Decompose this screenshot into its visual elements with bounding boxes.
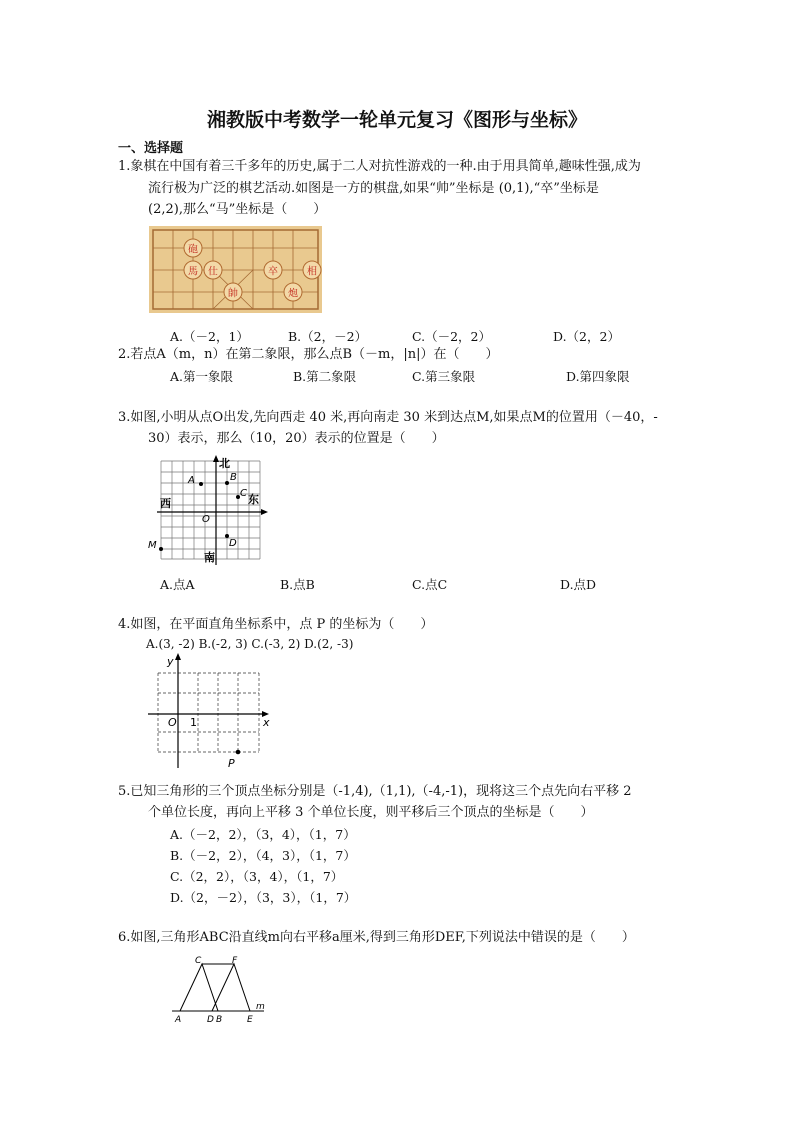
q3-option-a: A.点A <box>160 577 195 592</box>
q3-line-2: 30）表示，那么（10，20）表示的位置是（ ） <box>148 431 445 446</box>
q1-line-3: (2,2),那么“马”坐标是（ ） <box>148 202 327 217</box>
coordinate-plane-figure <box>146 652 276 770</box>
label-m: m <box>256 1002 265 1012</box>
piece-pao-2 <box>284 283 302 301</box>
point-p-label: P <box>228 757 235 770</box>
y-axis-arrow-icon <box>175 653 181 660</box>
triangle-def <box>212 964 250 1011</box>
chess-board-figure <box>149 226 322 313</box>
q2-option-c: C.第三象限 <box>412 369 476 384</box>
section-heading: 一、选择题 <box>118 141 184 156</box>
direction-grid-figure <box>145 455 270 565</box>
west-label: 西 <box>160 497 171 510</box>
label-c: C <box>195 956 202 966</box>
point-c-label: C <box>240 488 247 499</box>
q2-option-a: A.第一象限 <box>170 369 234 384</box>
piece-zu <box>264 261 282 279</box>
triangle-abc <box>180 964 218 1011</box>
q2-option-b: B.第二象限 <box>293 369 357 384</box>
svg-text:卒: 卒 <box>268 266 278 278</box>
q5-option-a: A.（－2，2），（3，4），（1，7） <box>170 827 356 842</box>
q5-line-2: 个单位长度，再向上平移 3 个单位长度，则平移后三个顶点的坐标是（ ） <box>148 805 594 820</box>
svg-text:帥: 帥 <box>228 288 238 300</box>
point-a-label: A <box>188 475 195 486</box>
page-title: 湘教版中考数学一轮单元复习《图形与坐标》 <box>206 109 587 131</box>
q3-line-1: 3.如图,小明从点O出发,先向西走 40 米,再向南走 30 米到达点M,如果点M的位置用（－40，- <box>118 410 658 425</box>
point-b <box>225 481 229 485</box>
piece-xiang <box>303 261 321 279</box>
svg-text:相: 相 <box>307 266 317 278</box>
q3-option-d: D.点D <box>560 577 597 592</box>
svg-text:仕: 仕 <box>208 266 218 278</box>
q2-line: 2.若点A（m，n）在第二象限，那么点B（－m，|n|）在（ ） <box>118 347 499 362</box>
y-axis-label: y <box>167 655 174 668</box>
q1-line-1: 1.象棋在中国有着三千多年的历史,属于二人对抗性游戏的一种.由于用具简单,趣味性强,成为 <box>118 159 641 174</box>
q6-line: 6.如图,三角形ABC沿直线m向右平移a厘米,得到三角形DEF,下列说法中错误的是（ ） <box>118 930 635 945</box>
q5-option-b: B.（－2，2），（4，3），（1，7） <box>170 848 356 863</box>
q1-option-a: A.（－2，1） <box>170 329 249 344</box>
piece-ma <box>184 261 202 279</box>
direction-grid-lines <box>161 461 260 559</box>
coordinate-grid-dashed <box>158 673 259 752</box>
point-b-label: B <box>230 472 237 483</box>
q5-option-c: C.（2，2），（3，4），（1，7） <box>170 869 344 884</box>
q2-option-d: D.第四象限 <box>566 369 630 384</box>
svg-text:砲: 砲 <box>188 244 198 256</box>
south-label: 南 <box>204 551 215 564</box>
point-a <box>199 482 203 486</box>
svg-text:炮: 炮 <box>288 288 298 300</box>
svg-text:馬: 馬 <box>188 266 198 278</box>
q4-options: A.(3, -2) B.(-2, 3) C.(-3, 2) D.(2, -3) <box>146 637 354 651</box>
q5-line-1: 5.已知三角形的三个顶点坐标分别是（-1,4),（1,1),（-4,-1)，现将这三个点先向右平移 2 <box>118 784 632 799</box>
q4-line: 4.如图，在平面直角坐标系中，点 P 的坐标为（ ） <box>118 617 434 632</box>
east-arrow-icon <box>261 509 268 515</box>
piece-shuai <box>224 283 242 301</box>
point-m-label: M <box>148 540 157 551</box>
q5-option-d: D.（2，－2），（3，3），（1，7） <box>170 890 357 905</box>
q1-option-b: B.（2，－2） <box>288 329 368 344</box>
point-p <box>236 750 241 755</box>
unit-label: 1 <box>190 716 197 729</box>
label-a: A <box>175 1015 182 1025</box>
q3-option-c: C.点C <box>412 577 448 592</box>
q1-option-d: D.（2，2） <box>553 329 620 344</box>
origin-label: O <box>168 716 177 729</box>
q1-option-c: C.（－2，2） <box>412 329 491 344</box>
origin-label: O <box>202 514 210 525</box>
label-e: E <box>247 1015 253 1025</box>
piece-pao <box>184 239 202 257</box>
q1-line-2: 流行极为广泛的棋艺活动.如图是一方的棋盘,如果“帅”坐标是 (0,1),“卒”坐标是 <box>148 181 599 196</box>
point-m <box>159 547 163 551</box>
label-f: F <box>232 956 238 966</box>
label-b: B <box>216 1015 223 1025</box>
x-axis-label: x <box>263 716 270 729</box>
triangle-translation-figure <box>168 953 268 1025</box>
point-d-label: D <box>229 538 237 549</box>
north-label: 北 <box>219 457 230 470</box>
q3-option-b: B.点B <box>280 577 315 592</box>
piece-shi <box>204 261 222 279</box>
label-d: D <box>207 1015 214 1025</box>
east-label: 东 <box>248 493 259 506</box>
